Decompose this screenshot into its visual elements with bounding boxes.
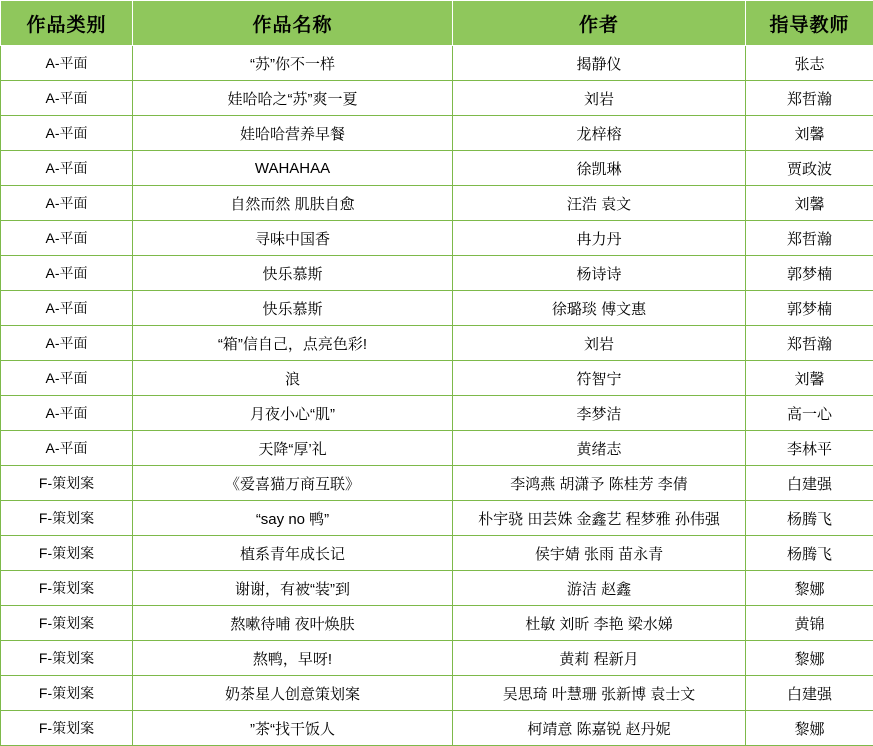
cell-title: 自然而然 肌肤自愈 <box>133 186 453 221</box>
cell-author: 柯靖意 陈嘉锐 赵丹妮 <box>453 711 746 746</box>
cell-title: 娃哈哈之“苏”爽一夏 <box>133 81 453 116</box>
table-row <box>1 326 873 361</box>
cell-category: A-平面 <box>1 361 133 396</box>
cell-teacher: 郭梦楠 <box>746 256 873 291</box>
cell-author: 汪浩 袁文 <box>453 186 746 221</box>
cell-category: F-策划案 <box>1 536 133 571</box>
cell-teacher: 白建强 <box>746 466 873 501</box>
table-row <box>1 291 873 326</box>
cell-category: F-策划案 <box>1 571 133 606</box>
cell-teacher: 黎娜 <box>746 571 873 606</box>
cell-category: A-平面 <box>1 326 133 361</box>
table-row <box>1 361 873 396</box>
cell-title: 谢谢，有被“装”到 <box>133 571 453 606</box>
cell-title: “say no 鸭” <box>133 501 453 536</box>
cell-author: 揭静仪 <box>453 46 746 81</box>
cell-title: 熬鸭，早呀! <box>133 641 453 676</box>
cell-teacher: 黎娜 <box>746 641 873 676</box>
cell-author: 李鸿燕 胡潇予 陈桂芳 李倩 <box>453 466 746 501</box>
cell-teacher: 高一心 <box>746 396 873 431</box>
cell-teacher: 黄锦 <box>746 606 873 641</box>
cell-title: 植系青年成长记 <box>133 536 453 571</box>
cell-author: 刘岩 <box>453 81 746 116</box>
table-row <box>1 46 873 81</box>
cell-category: F-策划案 <box>1 676 133 711</box>
cell-teacher: 白建强 <box>746 676 873 711</box>
column-header-category: 作品类别 <box>1 1 133 46</box>
cell-title: 奶茶星人创意策划案 <box>133 676 453 711</box>
table-row <box>1 431 873 466</box>
table-row <box>1 536 873 571</box>
cell-title: WAHAHAA <box>133 151 453 186</box>
cell-teacher: 黎娜 <box>746 711 873 746</box>
cell-author: 徐凯琳 <box>453 151 746 186</box>
table-row <box>1 221 873 256</box>
cell-teacher: 刘馨 <box>746 186 873 221</box>
cell-category: F-策划案 <box>1 501 133 536</box>
table-row <box>1 676 873 711</box>
table-header <box>1 1 873 46</box>
table-body <box>1 46 873 746</box>
table-row <box>1 466 873 501</box>
table-row <box>1 711 873 746</box>
cell-title: 月夜小心“肌” <box>133 396 453 431</box>
column-header-author: 作者 <box>453 1 746 46</box>
cell-category: F-策划案 <box>1 466 133 501</box>
column-header-teacher: 指导教师 <box>746 1 873 46</box>
table-row <box>1 256 873 291</box>
table-header-row <box>1 1 873 46</box>
cell-teacher: 刘馨 <box>746 361 873 396</box>
cell-author: 徐璐琰 傅文惠 <box>453 291 746 326</box>
cell-title: 快乐慕斯 <box>133 256 453 291</box>
table-row <box>1 606 873 641</box>
cell-teacher: 贾政波 <box>746 151 873 186</box>
cell-category: A-平面 <box>1 431 133 466</box>
cell-teacher: 杨腾飞 <box>746 501 873 536</box>
cell-author: 侯宇婧 张雨 苗永青 <box>453 536 746 571</box>
cell-author: 朴宇骁 田芸姝 金鑫艺 程梦雅 孙伟强 <box>453 501 746 536</box>
cell-title: 浪 <box>133 361 453 396</box>
table-row <box>1 501 873 536</box>
cell-category: A-平面 <box>1 186 133 221</box>
cell-category: F-策划案 <box>1 641 133 676</box>
cell-title: ”茶“找干饭人 <box>133 711 453 746</box>
table-row <box>1 116 873 151</box>
table-row <box>1 396 873 431</box>
cell-category: F-策划案 <box>1 606 133 641</box>
table-row <box>1 186 873 221</box>
cell-author: 游洁 赵鑫 <box>453 571 746 606</box>
cell-teacher: 刘馨 <box>746 116 873 151</box>
cell-category: A-平面 <box>1 291 133 326</box>
cell-author: 吴思琦 叶慧珊 张新博 袁士文 <box>453 676 746 711</box>
cell-author: 龙梓榕 <box>453 116 746 151</box>
cell-title: 《爱喜猫万商互联》 <box>133 466 453 501</box>
cell-title: “箱”信自己，点亮色彩! <box>133 326 453 361</box>
cell-teacher: 郭梦楠 <box>746 291 873 326</box>
cell-title: 快乐慕斯 <box>133 291 453 326</box>
cell-category: A-平面 <box>1 151 133 186</box>
cell-title: 娃哈哈营养早餐 <box>133 116 453 151</box>
cell-author: 杨诗诗 <box>453 256 746 291</box>
cell-author: 杜敏 刘昕 李艳 梁水娣 <box>453 606 746 641</box>
cell-teacher: 郑哲瀚 <box>746 326 873 361</box>
column-header-title: 作品名称 <box>133 1 453 46</box>
table-row <box>1 151 873 186</box>
cell-category: A-平面 <box>1 396 133 431</box>
cell-teacher: 李林平 <box>746 431 873 466</box>
cell-category: A-平面 <box>1 81 133 116</box>
cell-author: 黄绪志 <box>453 431 746 466</box>
cell-title: 天降“厚’礼 <box>133 431 453 466</box>
cell-author: 符智宁 <box>453 361 746 396</box>
cell-category: A-平面 <box>1 116 133 151</box>
cell-teacher: 郑哲瀚 <box>746 81 873 116</box>
cell-author: 李梦洁 <box>453 396 746 431</box>
cell-category: F-策划案 <box>1 711 133 746</box>
cell-author: 黄莉 程新月 <box>453 641 746 676</box>
table-row <box>1 641 873 676</box>
cell-category: A-平面 <box>1 256 133 291</box>
cell-title: “苏”你不一样 <box>133 46 453 81</box>
table-row <box>1 81 873 116</box>
cell-category: A-平面 <box>1 46 133 81</box>
cell-teacher: 张志 <box>746 46 873 81</box>
cell-teacher: 杨腾飞 <box>746 536 873 571</box>
table-row <box>1 571 873 606</box>
cell-category: A-平面 <box>1 221 133 256</box>
cell-title: 熬嗽待哺 夜叶焕肤 <box>133 606 453 641</box>
cell-teacher: 郑哲瀚 <box>746 221 873 256</box>
cell-title: 寻味中国香 <box>133 221 453 256</box>
cell-author: 刘岩 <box>453 326 746 361</box>
cell-author: 冉力丹 <box>453 221 746 256</box>
